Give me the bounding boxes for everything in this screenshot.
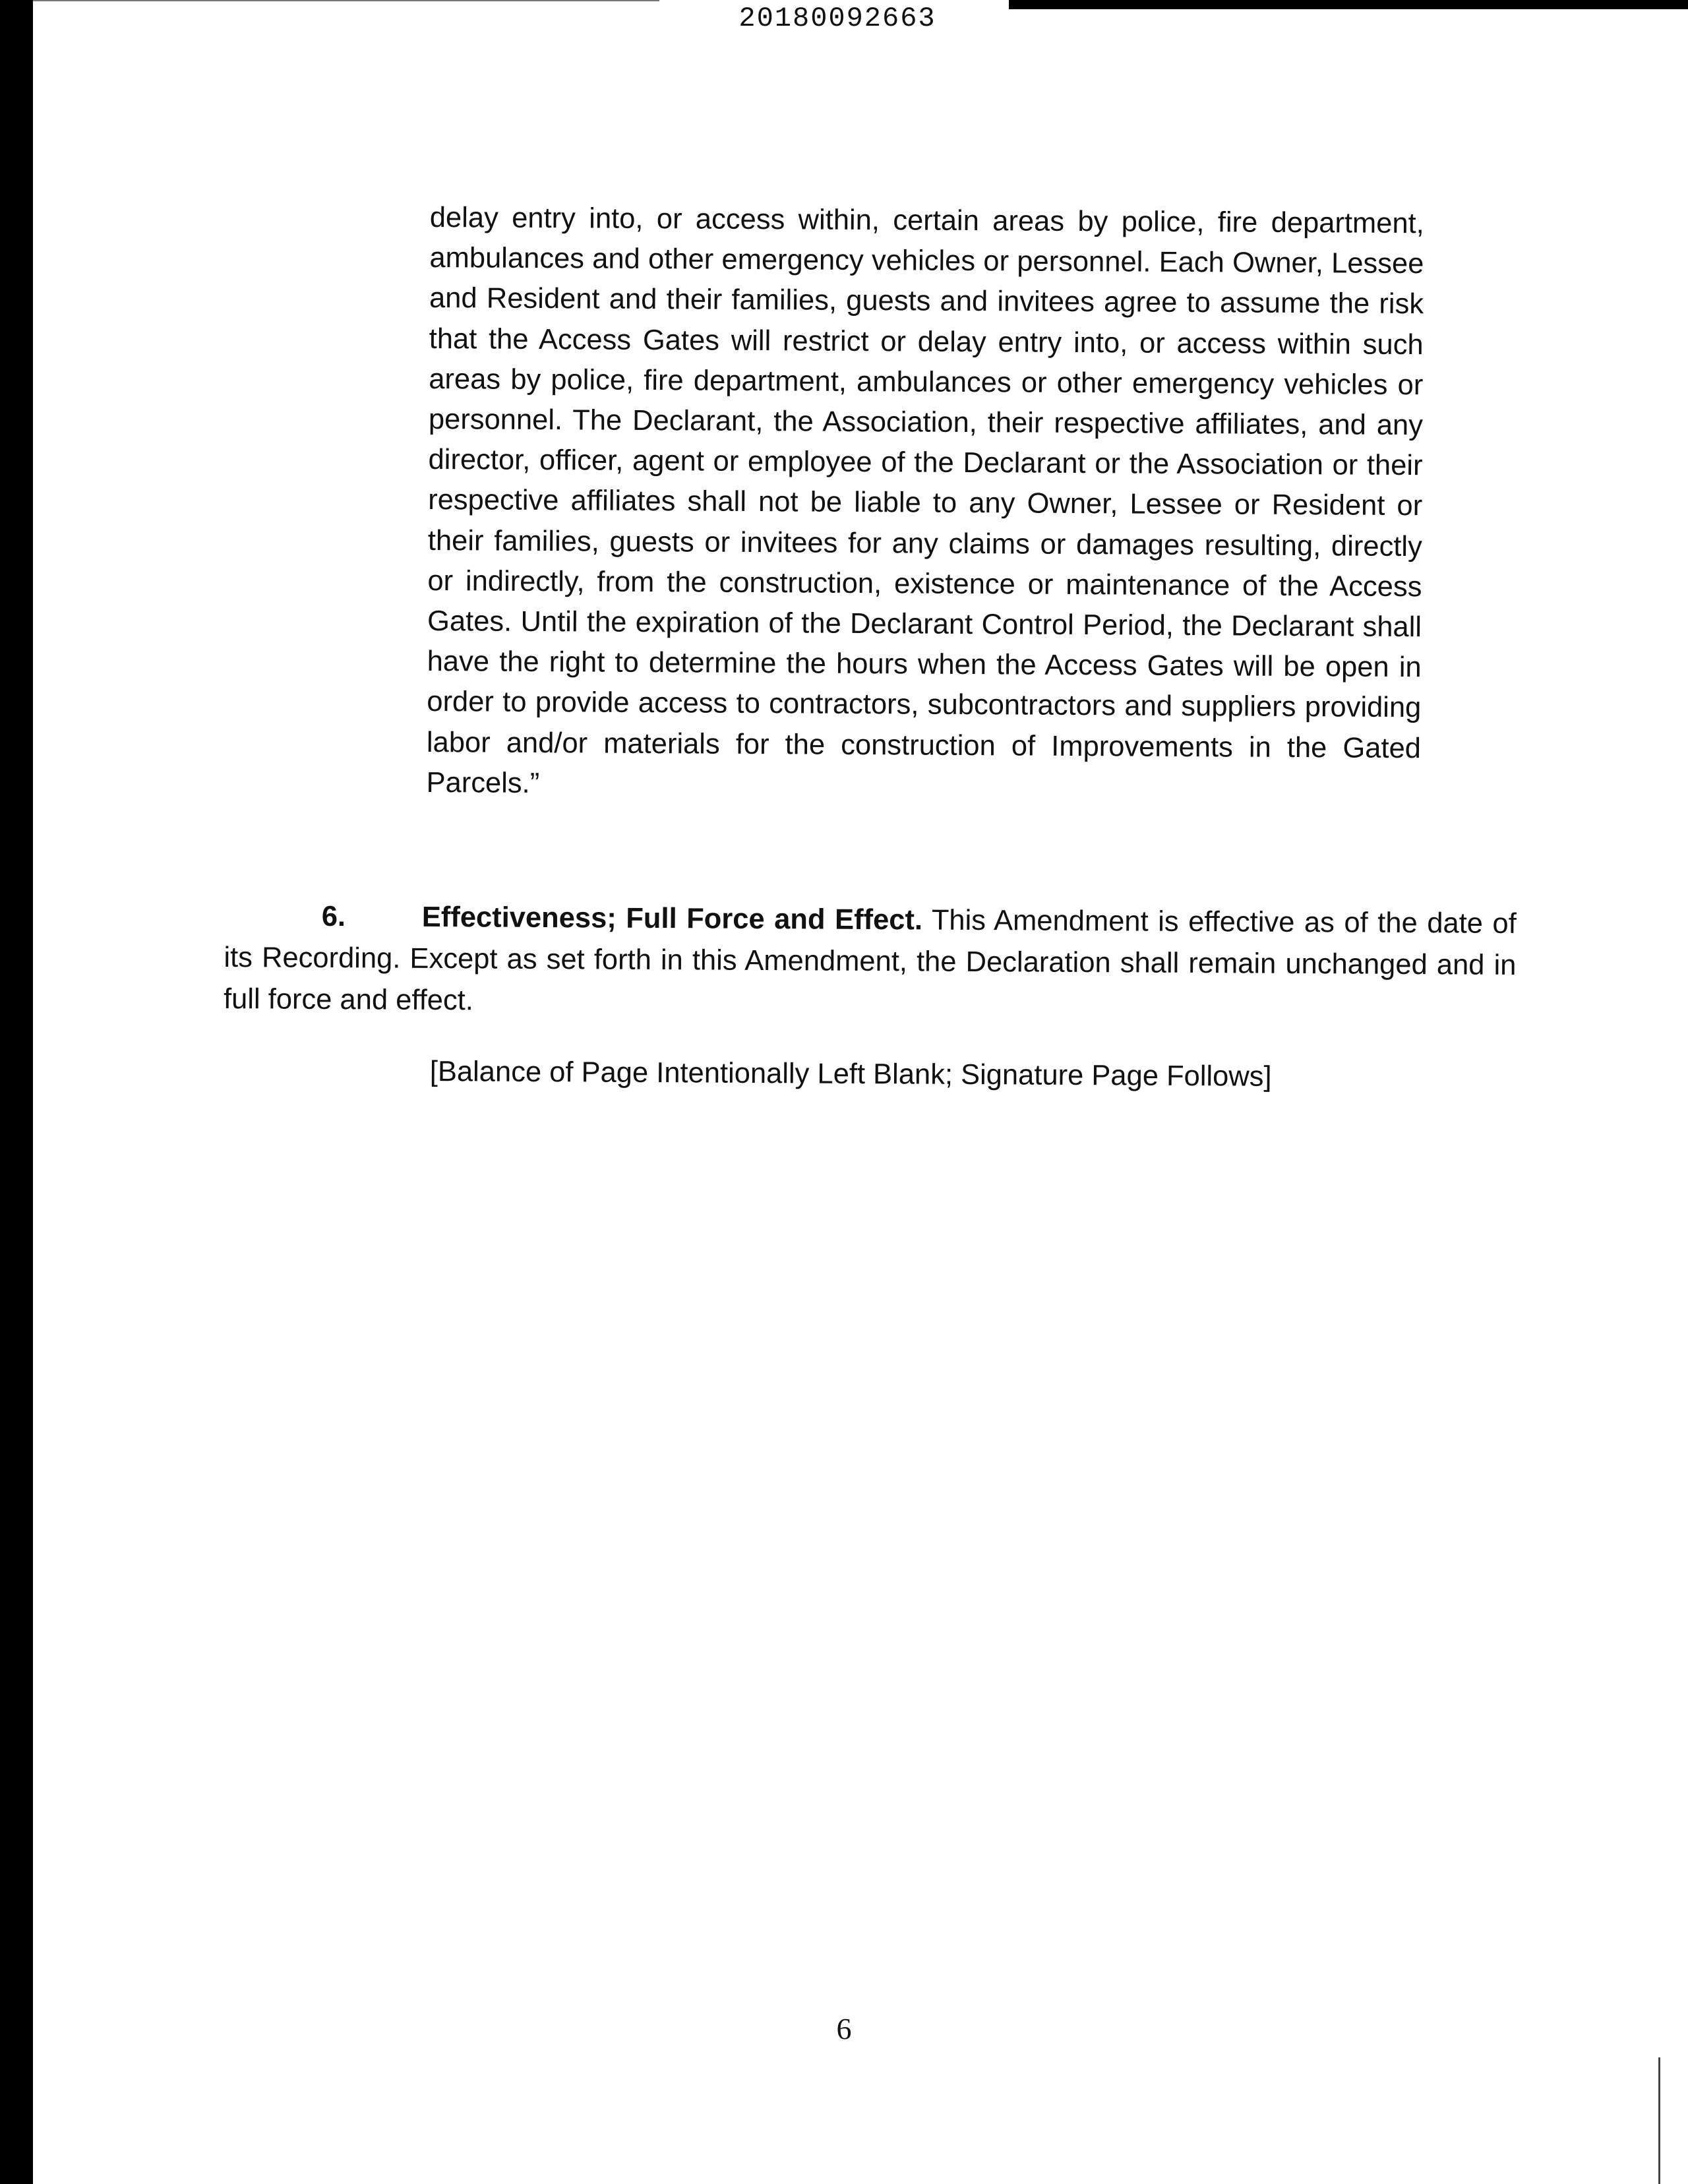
recording-number: 20180092663 xyxy=(738,3,936,34)
balance-note: [Balance of Page Intentionally Left Blank; Signature Page Follows] xyxy=(429,1055,1272,1093)
scan-mark-right xyxy=(1658,2057,1660,2184)
section-number: 6. xyxy=(321,900,346,933)
scan-edge-left xyxy=(0,0,33,2184)
scan-bar-top-right xyxy=(1009,0,1688,9)
section-body: This Amendment is effective as of the date of its Recording. Except as set forth in this Amendment, the Declaration shall remain unchanged and in full force and effect. xyxy=(223,904,1517,1017)
scan-line-top xyxy=(33,0,659,1)
section-6-paragraph xyxy=(224,895,1517,1028)
quoted-paragraph: delay entry into, or access within, certain areas by police, fire department, ambulances and other emergency vehicles or personnel. Each Owner, Lessee and Resident and their families, guests and invitees agree to assume the risk that the Access Gates will restrict or delay entry into, or access within such areas by police, fire department, ambulances or other emergency vehicles or personnel. The Declarant, the Association, their respective affiliates, and any director, officer, agent or employee of the Declarant or the Association or their respective affiliates shall not be liable to any Owner, Lessee or Resident or their families, guests or invitees for any claims or damages resulting, directly or indirectly, from the construction, existence or maintenance of the Access Gates. Until the expiration of the Declarant Control Period, the Declarant shall have the right to determine the hours when the Access Gates will be open in order to provide access to contractors, subcontractors and suppliers providing labor and/or materials for the construction of Improvements in the Gated Parcels.” xyxy=(426,201,1424,799)
page-number: 6 xyxy=(836,2012,852,2046)
section-heading: Effectiveness; Full Force and Effect. xyxy=(421,901,923,936)
